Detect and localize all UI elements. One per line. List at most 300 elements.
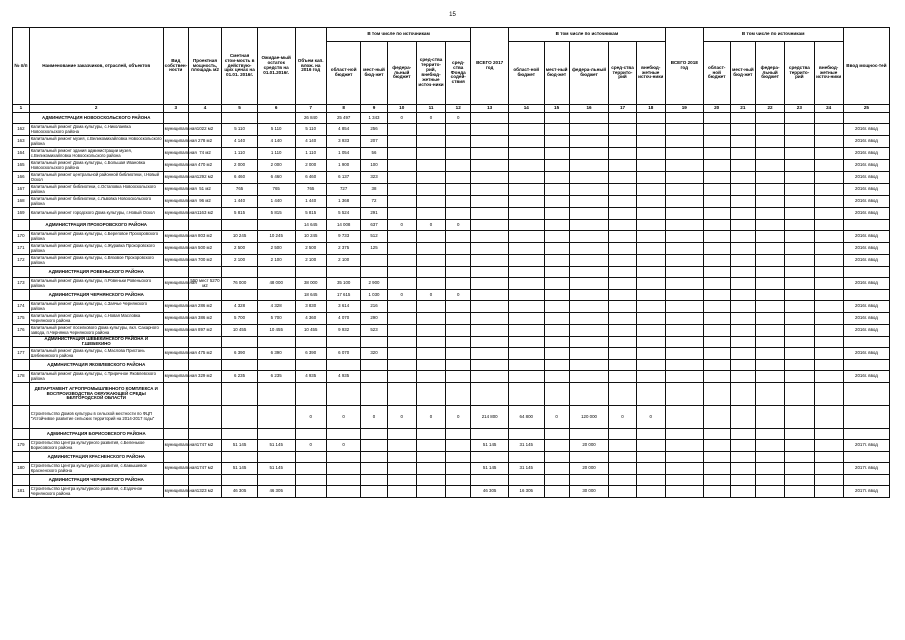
intro-year: 2016г. ввод [843,184,889,196]
col-number: 17 [609,105,636,113]
intro-year: 2016г. ввод [843,301,889,313]
regional-2016: 727 [326,184,361,196]
section-total-2016: 14 645 [295,220,326,231]
section-regional-2016: 25 497 [326,113,361,124]
section-federal-2016: 0 [387,113,416,124]
col-number: 3 [163,105,188,113]
object-name: Капитальный ремонт Дома культуры, с.Триречное Яковлевского района [29,371,163,383]
section-row [13,220,890,231]
ownership: муниципальная [163,463,188,475]
object-name: Капитальный ремонт Дома культуры, с.Новая Масловка Чернянского района [29,313,163,325]
total-2017: 51 145 [471,463,509,475]
local-2016: 207 [361,136,387,148]
object-name: Строительство Центра культурного развития, с.Камышевое Красненского района [29,463,163,475]
estimate-cost: 765 [222,184,258,196]
section-title: АДМИНИСТРАЦИЯ НОВООСКОЛЬСКОГО РАЙОНА [29,113,163,124]
section-title: АДМИНИСТРАЦИЯ РОВЕНЬСКОГО РАЙОНА [29,267,163,278]
total-2016: 6 390 [295,348,326,360]
col-header-2018-federal: федера-льный бюджет [755,42,784,105]
remainder: 1 440 [257,196,295,208]
col-number: 7 [295,105,326,113]
section-total-2016: 18 645 [295,290,326,301]
section-title: АДМИНИСТРАЦИЯ ЧЕРНЯНСКОГО РАЙОНА [29,290,163,301]
section-row [13,383,890,406]
federal-2017: 20 000 [569,440,609,452]
capacity: 1747 м2 [188,463,221,475]
object-name: Капитальный ремонт Дома культуры, с.Маслова Пристань Шебекинского района [29,348,163,360]
remainder: 2 000 [257,160,295,172]
regional-2016: 6 070 [326,348,361,360]
col-number: 5 [222,105,258,113]
table-row [13,208,890,220]
total-2016: 1 440 [295,196,326,208]
estimate-cost: 10 455 [222,325,258,337]
total-2016: 5 815 [295,208,326,220]
intro-year: 2016г. ввод [843,325,889,337]
section-local-2016: 637 [361,220,387,231]
total-2017: 51 145 [471,440,509,452]
intro-year: 2016г. ввод [843,243,889,255]
intro-year: 2016г. ввод [843,231,889,243]
col-number: 21 [730,105,755,113]
table-row [13,278,890,290]
ownership: муниципальная [163,313,188,325]
regional-2016: 1 900 [326,160,361,172]
row-number: 180 [13,463,30,475]
section-territory-2016: 0 [416,220,445,231]
object-name: Капитальный ремонт Дома культуры, с.Береговое Прохоровского района [29,231,163,243]
object-name: Капитальный ремонт библиотеки, с.Остаповка Новооскольского района [29,184,163,196]
col-number: 11 [416,105,445,113]
section-title: АДМИНИСТРАЦИЯ КРАСНЕНСКОГО РАЙОНА [29,452,163,463]
regional-2016: 2 375 [326,243,361,255]
remainder: 5 700 [257,313,295,325]
investment-table [12,27,890,498]
regional-2016: 6 137 [326,172,361,184]
local-2016: 2 900 [361,278,387,290]
capacity: 1292 м2 [188,172,221,184]
ownership: муниципальная [163,184,188,196]
object-name: Капитальный ремонт Дома культуры, с.Большая Ивановка Новооскольского района [29,160,163,172]
section-total-2016: 26 840 [295,113,326,124]
col-header-2018-territory: средства террито-рий [785,42,814,105]
section-territory-2016: 0 [416,113,445,124]
section-federal-2016: 0 [387,290,416,301]
regional-2016: 35 100 [326,278,361,290]
intro-year: 2016г. ввод [843,348,889,360]
regional-2016: 9 733 [326,231,361,243]
col-number: 10 [387,105,416,113]
federal-2016: 0 [387,406,416,429]
object-name: Строительство Центра культурного развития, с.Беленькое Борисовского района [29,440,163,452]
col-number: 6 [257,105,295,113]
remainder: 6 235 [257,371,295,383]
remainder: 2 500 [257,243,295,255]
fund-2016: 0 [446,406,471,429]
table-row [13,124,890,136]
regional-2016: 0 [326,440,361,452]
group-header-2016: В том числе по источникам [326,28,470,42]
estimate-cost: 1 440 [222,196,258,208]
col-header-2017-total: ВСЕГО 2017 год [471,28,509,105]
col-number: 1 [13,105,30,113]
row-number: 168 [13,196,30,208]
object-name: Капитальный ремонт Дома культуры, с.Заячье Чернянского района [29,301,163,313]
intro-year: 2017г. ввод [843,463,889,475]
col-header-2017-territory: сред-ства террито-рий [609,42,636,105]
object-name: Капитальный ремонт библиотеки, с.Львовка Новооскольского района [29,196,163,208]
table-row [13,486,890,498]
ownership: муниципальная [163,160,188,172]
estimate-cost: 5 110 [222,124,258,136]
col-number: 14 [508,105,544,113]
col-number: 15 [544,105,569,113]
total-2016: 2 100 [295,255,326,267]
section-row [13,290,890,301]
col-header-intro: Ввод мощнос-тей [843,28,889,105]
capacity: 51 м2 [188,184,221,196]
section-row [13,267,890,278]
col-header-2018-offbudget: внебюд-жетные источ-ники [814,42,843,105]
total-2016: 4 360 [295,313,326,325]
remainder: 51 145 [257,440,295,452]
remainder: 48 000 [257,278,295,290]
ownership: муниципальная [163,196,188,208]
object-name: Капитальный ремонт Дома культуры, с.Журавка Прохоровского района [29,243,163,255]
col-header-2017-regional: област-ной бюджет [508,42,544,105]
col-header-2016-total: Объем кап. влож. на 2016 год [295,28,326,105]
total-2016: 38 000 [295,278,326,290]
table-row [13,371,890,383]
col-header-2016-territory: сред-ства террито-рий, внебюд-жетные источ-ники [416,42,445,105]
table-row [13,255,890,267]
federal-2017: 120 000 [569,406,609,429]
table-row [13,231,890,243]
local-2016: 125 [361,243,387,255]
estimate-cost: 2 000 [222,160,258,172]
object-name: Строительство Центра культурного развития, с.Ездочное Чернянского района [29,486,163,498]
federal-2017: 30 000 [569,486,609,498]
row-number: 181 [13,486,30,498]
row-number: 162 [13,124,30,136]
ownership: муниципальная [163,136,188,148]
estimate-cost: 76 000 [222,278,258,290]
total-2016: 10 455 [295,325,326,337]
section-row [13,429,890,440]
col-header-capacity: Проектная мощность, площадь м2 [188,28,221,105]
table-row [13,325,890,337]
col-number: 9 [361,105,387,113]
estimate-cost: 4 140 [222,136,258,148]
ownership: муниципальная [163,371,188,383]
table-row [13,148,890,160]
regional-2016: 9 932 [326,325,361,337]
remainder: 6 390 [257,348,295,360]
section-title: АДМИНИСТРАЦИЯ ЯКОВЛЕВСКОГО РАЙОНА [29,360,163,371]
col-header-2016-fund: сред-ства Фонда содей-ствия [446,42,471,105]
col-header-name: Наименование заказчиков, отраслей, объектов [29,28,163,105]
regional-2017: 31 145 [508,440,544,452]
capacity: 1163 м2 [188,208,221,220]
table-row [13,184,890,196]
col-number: 18 [636,105,665,113]
estimate-cost: 46 305 [222,486,258,498]
object-name: Капитальный ремонт Дома культуры, с.Вязовое Прохоровского района [29,255,163,267]
col-number: 23 [785,105,814,113]
ownership: муниципальная [163,348,188,360]
table-row [13,348,890,360]
table-row [13,301,890,313]
object-name: Капитальный ремонт городского Дома культуры, г.Новый Оскол [29,208,163,220]
capacity: 286 м2 [188,301,221,313]
section-regional-2016: 14 008 [326,220,361,231]
capacity: 96 м2 [188,196,221,208]
row-number: 164 [13,148,30,160]
col-header-2016-federal: федера-льный бюджет [387,42,416,105]
col-number: 25 [843,105,889,113]
intro-year: 2016г. ввод [843,313,889,325]
regional-2016: 3 614 [326,301,361,313]
ownership: муниципальная [163,231,188,243]
section-title: АДМИНИСТРАЦИЯ ШЕБЕКИНСКОГО РАЙОНА И Г.ШЕБЕКИНО [29,337,163,348]
ownership: муниципальная [163,124,188,136]
regional-2016: 4 935 [326,371,361,383]
col-header-2018-regional: област-ной бюджет [703,42,730,105]
estimate-cost: 6 390 [222,348,258,360]
remainder: 4 328 [257,301,295,313]
ownership: муниципальная [163,208,188,220]
section-row [13,475,890,486]
table-row [13,196,890,208]
table-row [13,160,890,172]
col-header-2018-total: ВСЕГО 2018 год [665,28,703,105]
estimate-cost: 4 328 [222,301,258,313]
col-number: 8 [326,105,361,113]
local-2016 [361,440,387,452]
intro-year: 2016г. ввод [843,160,889,172]
section-fund-2016: 0 [446,220,471,231]
capacity: 475 м2 [188,348,221,360]
object-name: Капитальный ремонт Дома культуры, п.Ровеньки Ровеньского района [29,278,163,290]
local-2016: 72 [361,196,387,208]
table-row [13,172,890,184]
total-2016: 10 245 [295,231,326,243]
total-2016: 4 140 [295,136,326,148]
col-header-remainder: Ожидае-мый остаток средств на 01.01.2016г. [257,28,295,105]
estimate-cost: 6 235 [222,371,258,383]
col-number: 12 [446,105,471,113]
estimate-cost: 2 500 [222,243,258,255]
section-federal-2016: 0 [387,220,416,231]
federal-2017: 20 000 [569,463,609,475]
capacity: 897 м2 [188,325,221,337]
col-header-estimate: Сметная стои-мость в действую-щих ценах на 01.01. 2016г. [222,28,258,105]
section-fund-2016: 0 [446,113,471,124]
remainder: 5 815 [257,208,295,220]
section-title: ДЕПАРТАМЕНТ АГРОПРОМЫШЛЕННОГО КОМПЛЕКСА И ВОСПРОИЗВОДСТВА ОКРУЖАЮЩЕЙ СРЕДЫ БЕЛГОРОДСКОЙ ОБЛАСТИ [29,383,163,406]
local-2016: 0 [361,406,387,429]
remainder: 4 140 [257,136,295,148]
regional-2016: 5 524 [326,208,361,220]
table-row [13,136,890,148]
section-row [13,360,890,371]
object-name: Капитальный ремонт центральной районной библиотеки, г.Новый Оскол [29,172,163,184]
row-number: 177 [13,348,30,360]
page-number: 15 [449,12,456,18]
capacity: 1747 м2 [188,440,221,452]
section-row [13,452,890,463]
object-name: Капитальный ремонт музея, с.Великомихайловка Новооскольского района [30,135,162,146]
program-row [13,406,890,429]
ownership: муниципальная [163,172,188,184]
row-number: 169 [13,208,30,220]
group-header-2017: В том числе по источникам [508,28,665,42]
ownership: муниципальная [163,486,188,498]
row-number: 165 [13,160,30,172]
estimate-cost: 51 145 [222,440,258,452]
ownership: муниципальная [163,255,188,267]
intro-year: 2016г. ввод [843,371,889,383]
local-2016 [361,255,387,267]
capacity: 700 м2 [188,255,221,267]
col-number: 4 [188,105,221,113]
capacity: 329 м2 [188,371,221,383]
intro-year: 2016г. ввод [843,208,889,220]
col-header-2017-local: мест-ный бюд-жет [544,42,569,105]
total-2016: 3 830 [295,301,326,313]
intro-year: 2016г. ввод [843,172,889,184]
section-row [13,113,890,124]
intro-year: 2016г. ввод [843,196,889,208]
column-number-row [13,105,890,113]
ownership: муниципальная [163,278,188,290]
local-2016: 38 [361,184,387,196]
col-number: 2 [29,105,163,113]
local-2016: 290 [361,313,387,325]
col-number: 13 [471,105,509,113]
remainder: 5 110 [257,124,295,136]
capacity: 550 мест 5270 м2 [188,278,221,290]
estimate-cost: 5 700 [222,313,258,325]
ownership: муниципальная [163,243,188,255]
remainder: 765 [257,184,295,196]
section-title: АДМИНИСТРАЦИЯ БОРИСОВСКОГО РАЙОНА [29,429,163,440]
local-2016: 100 [361,160,387,172]
object-name: Капитальный ремонт Дома культуры, с.Николаевка Новооскольского района [29,124,163,136]
capacity: 1022 м2 [188,124,221,136]
ownership: муниципальная [163,148,188,160]
intro-year: 2017г. ввод [843,440,889,452]
total-2016: 2 500 [295,243,326,255]
total-2016: 6 460 [295,172,326,184]
regional-2016: 4 854 [326,124,361,136]
remainder: 51 145 [257,463,295,475]
program-name: Строительство Домов культуры в сельской местности по ФЦП "Устойчивое развитие сельских территорий на 2014-2017 годы" [29,406,163,429]
intro-year: 2016г. ввод [843,136,889,148]
row-number: 174 [13,301,30,313]
regional-2016: 1 368 [326,196,361,208]
section-row [13,337,890,348]
col-number: 24 [814,105,843,113]
col-header-2018-local: мест-ный бюд-жет [730,42,755,105]
local-2016: 56 [361,148,387,160]
territory-2016: 0 [416,406,445,429]
row-number: 170 [13,231,30,243]
group-header-2018: В том числе по источникам [703,28,843,42]
capacity: 500 м2 [188,243,221,255]
intro-year: 2016г. ввод [843,124,889,136]
intro-year: 2016г. ввод [843,278,889,290]
section-regional-2016: 17 615 [326,290,361,301]
capacity: 74 м2 [188,148,221,160]
table-row [13,440,890,452]
ownership: муниципальная [163,325,188,337]
section-title: АДМИНИСТРАЦИЯ ПРОХОРОВСКОГО РАЙОНА [29,220,163,231]
section-fund-2016: 0 [446,290,471,301]
col-number: 19 [665,105,703,113]
table-row [13,313,890,325]
regional-2016: 3 933 [326,136,361,148]
col-header-num: № п/п [13,28,30,105]
estimate-cost: 51 145 [222,463,258,475]
total-2017: 46 305 [471,486,509,498]
capacity: 278 м2 [188,136,221,148]
section-territory-2016: 0 [416,290,445,301]
section-local-2016: 1 343 [361,113,387,124]
row-number: 172 [13,255,30,267]
local-2017: 0 [544,406,569,429]
local-2016: 256 [361,124,387,136]
estimate-cost: 5 815 [222,208,258,220]
local-2016: 512 [361,231,387,243]
table-row [13,243,890,255]
regional-2016: 4 070 [326,313,361,325]
intro-year: 2016г. ввод [843,255,889,267]
row-number: 179 [13,440,30,452]
regional-2016: 0 [326,406,361,429]
row-number: 166 [13,172,30,184]
row-number: 173 [13,278,30,290]
section-title: АДМИНИСТРАЦИЯ ЧЕРНЯНСКОГО РАЙОНА [29,475,163,486]
capacity: 470 м2 [188,160,221,172]
regional-2017: 64 800 [508,406,544,429]
local-2016: 523 [361,325,387,337]
object-name: Капитальный ремонт здания администрации музея, с.Великомихайловка Новооскольского района [29,148,163,160]
intro-year: 2016г. ввод [843,148,889,160]
local-2016: 216 [361,301,387,313]
section-local-2016: 1 030 [361,290,387,301]
regional-2016: 1 054 [326,148,361,160]
col-number: 16 [569,105,609,113]
estimate-cost: 10 245 [222,231,258,243]
total-2016: 765 [295,184,326,196]
capacity: 386 м2 [188,313,221,325]
remainder: 6 460 [257,172,295,184]
total-2016: 0 [295,406,326,429]
local-2016: 323 [361,172,387,184]
offbudget-2017: 0 [636,406,665,429]
row-number: 175 [13,313,30,325]
capacity: 1323 м2 [188,486,221,498]
col-number: 20 [703,105,730,113]
col-number: 22 [755,105,784,113]
row-number: 171 [13,243,30,255]
row-number: 163 [13,136,30,148]
total-2016: 1 110 [295,148,326,160]
capacity: 803 м2 [188,231,221,243]
estimate-cost: 6 460 [222,172,258,184]
row-number: 178 [13,371,30,383]
